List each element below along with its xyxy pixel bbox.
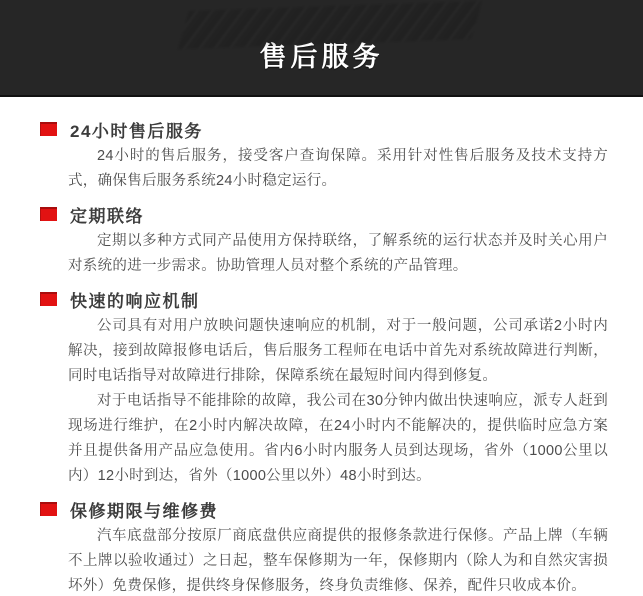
section-heading: 定期联络: [70, 206, 144, 226]
section-heading: 快速的响应机制: [70, 291, 200, 311]
section-paragraph: 公司具有对用户放映问题快速响应的机制，对于一般问题，公司承诺2小时内解决，接到故障报修电话后，售后服务工程师在电话中首先对系统故障进行判断，同时电话指导对故障进行排除，保障系统在最短时间内得到修复。: [68, 318, 608, 384]
section-rapid-response: [40, 288, 609, 489]
section-heading-row: [40, 498, 609, 520]
page-header: [0, 0, 643, 97]
section-heading-row: [40, 288, 609, 310]
section-paragraph: 24小时的售后服务，接受客户查询保障。采用针对性售后服务及技术支持方式，确保售后服务系统24小时稳定运行。: [68, 148, 608, 189]
section-warranty: [40, 498, 609, 596]
red-square-bullet-icon: [40, 122, 57, 136]
red-square-bullet-icon: [40, 207, 57, 221]
section-regular-contact: [40, 203, 609, 279]
section-heading: 24小时售后服务: [70, 121, 203, 141]
section-paragraph: 定期以多种方式同产品使用方保持联络，了解系统的运行状态并及时关心用户对系统的进一步需求。协助管理人员对整个系统的产品管理。: [68, 233, 608, 274]
section-24h-service: [40, 118, 609, 194]
content-area: [0, 97, 643, 596]
page-title: 售后服务: [259, 42, 384, 72]
red-square-bullet-icon: [40, 292, 57, 306]
section-heading: 保修期限与维修费: [70, 501, 218, 521]
section-heading-row: [40, 203, 609, 225]
section-paragraph: 对于电话指导不能排除的故障，我公司在30分钟内做出快速响应，派专人赶到现场进行维护，在2小时内解决故障，在24小时内不能解决的，提供临时应急方案并且提供备用产品应急使用。省内6小时内服务人员到达现场，省外（1000公里以内）12小时到达，省外（1000公里以外）48小时到达。: [68, 393, 608, 484]
section-heading-row: [40, 118, 609, 140]
section-paragraph: 汽车底盘部分按原厂商底盘供应商提供的报修条款进行保修。产品上牌（车辆不上牌以验收通过）之日起，整车保修期为一年，保修期内（除人为和自然灾害损坏外）免费保修，提供终身保修服务，终身负责维修、保养，配件只收成本价。: [68, 528, 608, 594]
red-square-bullet-icon: [40, 502, 57, 516]
